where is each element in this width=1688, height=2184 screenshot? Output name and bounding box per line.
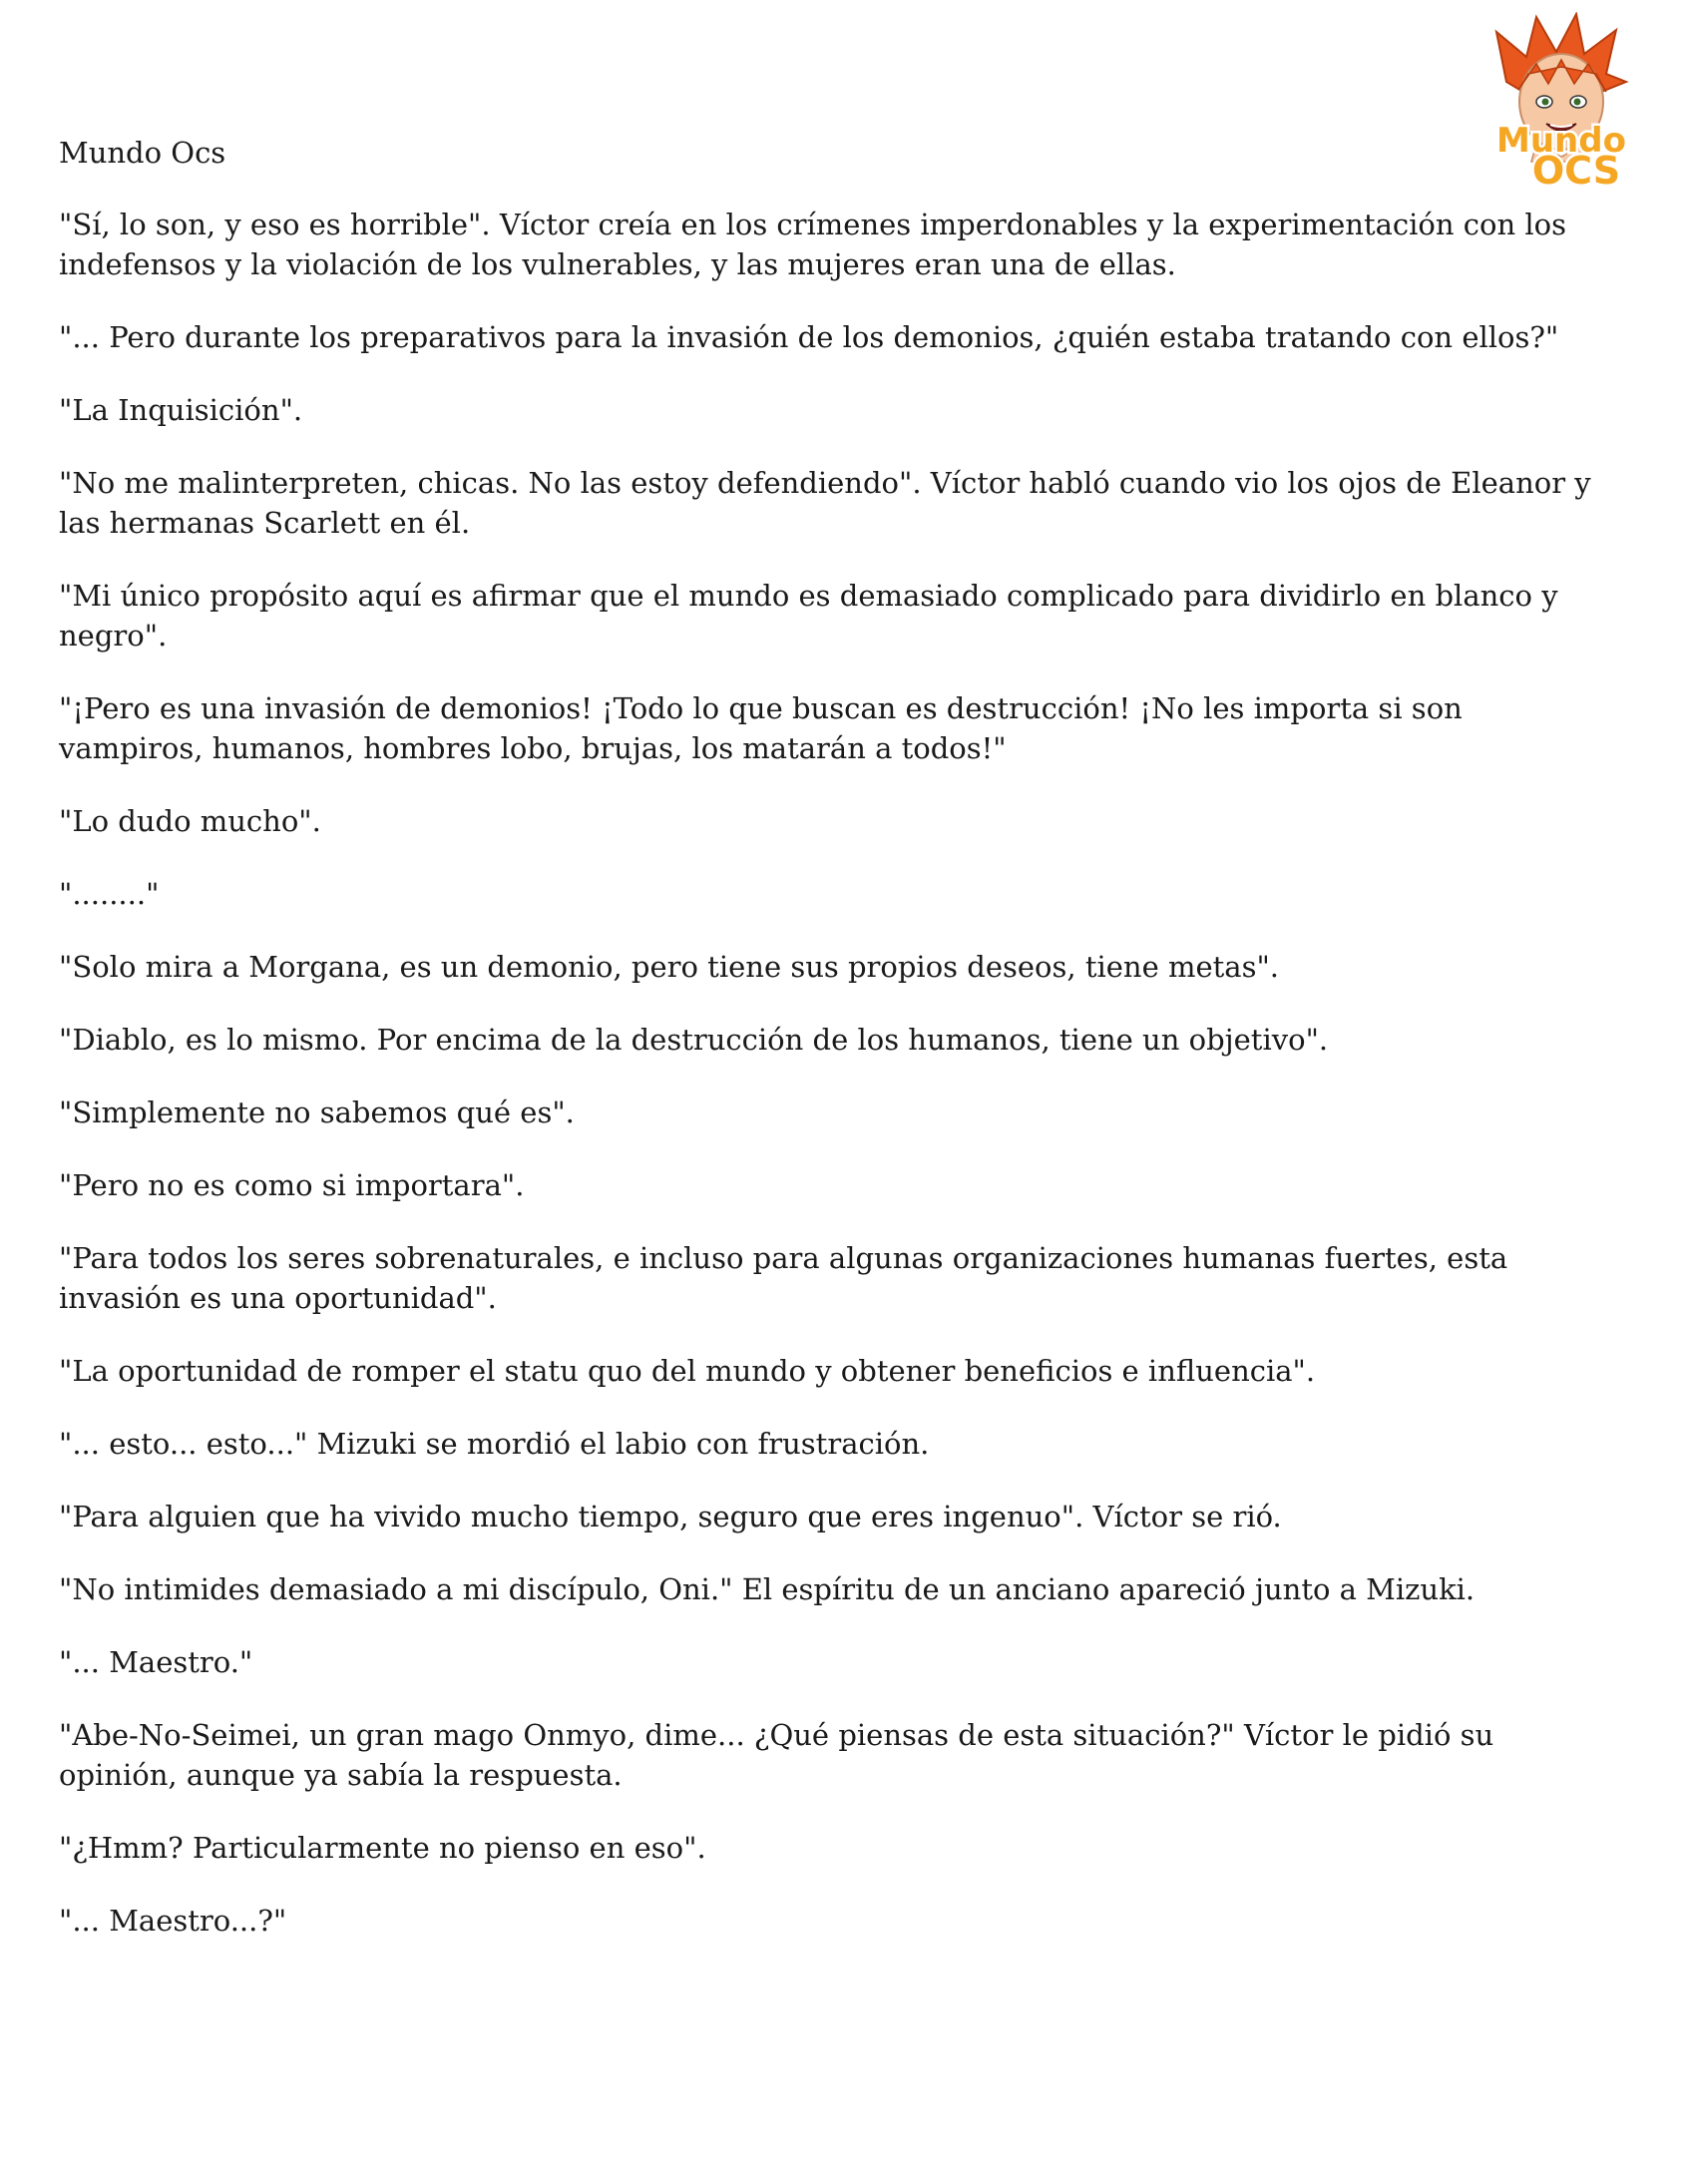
paragraph: "Diablo, es lo mismo. Por encima de la destrucción de los humanos, tiene un objetivo".	[59, 1023, 1329, 1057]
paragraph: "... Maestro."	[59, 1645, 253, 1679]
paragraph: "No me malinterpreten, chicas. No las estoy defendiendo". Víctor habló cuando vio los ojos de Eleanor y las hermanas Scarlett en él.	[59, 466, 1591, 540]
paragraph: "Para todos los seres sobrenaturales, e incluso para algunas organizaciones humanas fuertes, esta invasión es una oportunidad".	[59, 1241, 1508, 1315]
paragraph: "¡Pero es una invasión de demonios! ¡Todo lo que buscan es destrucción! ¡No les importa si son vampiros, humanos, hombres lobo, brujas, los matarán a todos!"	[59, 691, 1463, 765]
paragraph: "... esto... esto..." Mizuki se mordió el labio con frustración.	[59, 1427, 930, 1461]
paragraph: "Abe-No-Seimei, un gran mago Onmyo, dime... ¿Qué piensas de esta situación?" Víctor le pidió su opinión, aunque ya sabía la respuesta.	[59, 1718, 1494, 1792]
paragraph: "Mi único propósito aquí es afirmar que el mundo es demasiado complicado para dividirlo en blanco y negro".	[59, 579, 1558, 653]
mundo-ocs-logo-icon	[1467, 12, 1656, 190]
story-text	[59, 205, 1615, 1973]
logo-text-line2: OCS	[1531, 149, 1621, 190]
paragraph: "Sí, lo son, y eso es horrible". Víctor creía en los crímenes imperdonables y la experimentación con los indefensos y la violación de los vulnerables, y las mujeres eran una de ellas.	[59, 208, 1566, 281]
logo-text-line1: Mundo	[1496, 121, 1626, 161]
paragraph: "Lo dudo mucho".	[59, 804, 321, 838]
paragraph: "... Pero durante los preparativos para la invasión de los demonios, ¿quién estaba tratando con ellos?"	[59, 320, 1559, 354]
paragraph: "Para alguien que ha vivido mucho tiempo, seguro que eres ingenuo". Víctor se rió.	[59, 1500, 1282, 1533]
document-title: Mundo Ocs	[59, 136, 226, 170]
paragraph: "........"	[59, 877, 160, 911]
paragraph: "No intimides demasiado a mi discípulo, Oni." El espíritu de un anciano apareció junto a Mizuki.	[59, 1572, 1476, 1606]
paragraph: "La oportunidad de romper el statu quo del mundo y obtener beneficios e influencia".	[59, 1354, 1316, 1388]
paragraph: "¿Hmm? Particularmente no pienso en eso".	[59, 1831, 706, 1865]
paragraph: "Simplemente no sabemos qué es".	[59, 1095, 575, 1129]
paragraph: "Solo mira a Morgana, es un demonio, pero tiene sus propios deseos, tiene metas".	[59, 950, 1280, 984]
paragraph: "Pero no es como si importara".	[59, 1168, 525, 1202]
paragraph: "La Inquisición".	[59, 393, 303, 427]
paragraph: "... Maestro...?"	[59, 1904, 287, 1938]
